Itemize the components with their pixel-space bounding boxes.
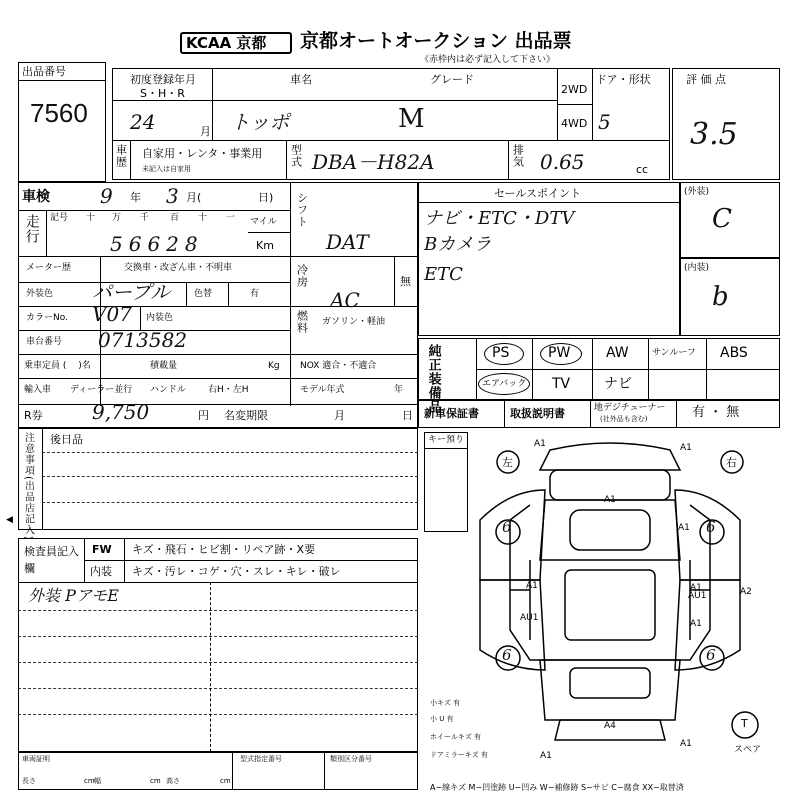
warranty-cert: 新車保証書 bbox=[424, 407, 479, 420]
mark-11: A1 bbox=[540, 751, 552, 761]
mark-0: A1 bbox=[534, 439, 546, 449]
shaken-month: 3 bbox=[166, 184, 179, 208]
tire-fr: 6 bbox=[706, 518, 716, 536]
kcaa-logo: KCAA 京都 bbox=[180, 32, 292, 54]
shaken-year: 9 bbox=[100, 184, 113, 208]
mileage-col-0: 記号 bbox=[50, 213, 69, 223]
shaken-year-unit: 年 bbox=[130, 191, 141, 204]
key-box bbox=[424, 432, 468, 532]
key-label: キー預り bbox=[428, 435, 465, 445]
bottom-height-unit: cm bbox=[220, 777, 231, 785]
equip-sunroof: サンルーフ bbox=[652, 348, 696, 358]
spare-mark: T bbox=[741, 717, 748, 730]
inspector-label: 検査員記入欄 bbox=[24, 545, 79, 575]
mileage-value: 56628 bbox=[110, 232, 204, 256]
mileage-col-1: 十 bbox=[86, 213, 96, 223]
ext-grade-label: (外装) bbox=[684, 187, 710, 197]
label-4wd: 4WD bbox=[561, 117, 588, 130]
mark-8: A1 bbox=[690, 619, 702, 629]
import-label: 輸入車 bbox=[24, 385, 52, 395]
score-label: 評 価 点 bbox=[686, 73, 726, 86]
fuel-options: ガソリン・軽油 bbox=[322, 317, 386, 327]
spare-label: スペア bbox=[734, 745, 762, 755]
warranty-tuner-note: (社外品も含む) bbox=[600, 415, 648, 423]
equip-navi: ナビ bbox=[604, 376, 632, 392]
label-2wd: 2WD bbox=[561, 83, 588, 96]
history-note: 未記入は自家用 bbox=[142, 165, 191, 173]
mark-2: A1 bbox=[604, 495, 616, 505]
warranty-options: 有 ・ 無 bbox=[692, 405, 740, 420]
door-value: 5 bbox=[598, 110, 611, 134]
name-change-day: 日 bbox=[402, 409, 413, 422]
reg-sub: S・H・R bbox=[140, 87, 185, 100]
chassis-label: 車台番号 bbox=[26, 337, 63, 347]
sales-box bbox=[418, 182, 680, 336]
mileage-col-6: 一 bbox=[226, 213, 236, 223]
capacity-label: 乗車定員 ( )名 bbox=[24, 361, 91, 371]
displacement-unit: cc bbox=[636, 163, 649, 176]
shaken-month-unit: 月( bbox=[186, 191, 202, 204]
color-no-label: カラーNo. bbox=[26, 313, 68, 323]
mark-4: A1 bbox=[526, 581, 538, 591]
model-year-label: モデル年式 bbox=[300, 385, 345, 395]
name-change-month: 月 bbox=[334, 409, 345, 422]
equip-tv: TV bbox=[552, 376, 571, 392]
warranty-tuner: 地デジチューナー bbox=[594, 403, 666, 413]
color-change-value: 有 bbox=[250, 289, 260, 299]
shaken-label: 車検 bbox=[22, 189, 50, 205]
form-title: 京都オートオークション 出品票 bbox=[300, 30, 572, 52]
grade-label: グレード bbox=[430, 73, 474, 86]
inspector-int: 内装 bbox=[90, 565, 112, 578]
bottom-len-unit: cm bbox=[84, 777, 95, 785]
color-no-value: V07 bbox=[92, 302, 132, 326]
bottom-width: 幅 bbox=[94, 777, 101, 785]
mark-6: AU1 bbox=[520, 613, 539, 623]
legend-small-3: ドアミラーキズ 有 bbox=[430, 751, 488, 759]
int-grade-value: b bbox=[712, 282, 729, 312]
equipment-label: 純正装備品 bbox=[425, 344, 441, 414]
mileage-unit-mile: マイル bbox=[250, 217, 277, 227]
inspector-int-items: キズ・汚レ・コゲ・穴・スレ・キレ・破レ bbox=[132, 565, 341, 578]
lot-number: 7560 bbox=[30, 98, 88, 128]
aircon-label: 冷房 bbox=[295, 264, 309, 288]
mark-5: A1 bbox=[690, 583, 702, 593]
notes-label: 注意事項(出品店記入) bbox=[22, 432, 34, 541]
ext-color-value: パープル bbox=[92, 280, 171, 304]
bottom-type-no: 型式指定番号 bbox=[240, 755, 282, 763]
car-name: トッポ bbox=[230, 110, 290, 134]
mileage-col-2: 万 bbox=[112, 213, 122, 223]
mark-12: A1 bbox=[680, 739, 692, 749]
shift-label: シフト bbox=[295, 192, 309, 228]
recycle-label: R券 bbox=[24, 409, 43, 422]
bottom-reg: 車両証明 bbox=[22, 755, 50, 763]
header-note: 《赤枠内は必ず記入して下さい》 bbox=[420, 55, 556, 65]
inspector-fw-items: キズ・飛石・ヒビ割・リペア跡・X要 bbox=[132, 543, 316, 556]
recycle-unit: 円 bbox=[198, 409, 209, 422]
mark-10: A4 bbox=[604, 721, 616, 731]
shift-value: DAT bbox=[326, 230, 369, 254]
score-value: 3.5 bbox=[690, 117, 738, 152]
model-value: DBA－H82A bbox=[312, 150, 435, 174]
ext-grade-value: C bbox=[712, 204, 732, 234]
mileage-unit-km: Km bbox=[256, 239, 274, 252]
int-grade-label: (内装) bbox=[684, 263, 710, 273]
interior-color-label: 内装色 bbox=[146, 313, 174, 323]
legend-small-0: 小キズ 有 bbox=[430, 699, 461, 707]
sales-line-1: Bカメラ bbox=[424, 234, 492, 255]
damage-legend: A−線キズ M−凹塗跡 U−凹み W−補修跡 S−サビ C−腐食 XX−取替済 bbox=[430, 783, 684, 792]
meter-label: メーター歴 bbox=[26, 263, 72, 273]
bottom-height: 高さ bbox=[166, 777, 180, 785]
door-label: ドア・形状 bbox=[596, 73, 651, 86]
equip-aw: AW bbox=[606, 345, 629, 361]
equip-abs: ABS bbox=[720, 345, 748, 361]
import-dealer: ディーラー並行 bbox=[70, 385, 133, 395]
reg-month-unit: 月 bbox=[200, 125, 211, 138]
load-unit: Kg bbox=[268, 361, 280, 371]
aircon-none: 無 bbox=[400, 275, 411, 288]
bottom-class-no: 類別区分番号 bbox=[330, 755, 372, 763]
fuel-label: 燃料 bbox=[295, 310, 309, 334]
model-year-unit: 年 bbox=[394, 385, 404, 395]
import-handle: ハンドル bbox=[150, 385, 187, 395]
recycle-value: 9,750 bbox=[92, 400, 150, 424]
diagram-left: 左 bbox=[502, 456, 513, 469]
equip-pw-circle bbox=[540, 343, 582, 365]
sales-line-2: ETC bbox=[424, 264, 463, 285]
mileage-label: 走行 bbox=[23, 214, 40, 244]
import-pos: 右H・左H bbox=[208, 385, 249, 395]
reg-year: 24 bbox=[130, 110, 156, 134]
mileage-col-5: 十 bbox=[198, 213, 208, 223]
legend-small-2: ホイールキズ 有 bbox=[430, 733, 481, 741]
equip-ps: PS bbox=[492, 345, 510, 361]
ext-color-label: 外装色 bbox=[26, 289, 54, 299]
grade-value: M bbox=[398, 104, 425, 134]
mark-9: A2 bbox=[740, 587, 752, 597]
lot-divider bbox=[18, 80, 106, 81]
notes-arrow: ◀ bbox=[6, 515, 13, 525]
history-label: 車歴 bbox=[114, 144, 128, 168]
lot-label: 出品番号 bbox=[22, 65, 66, 78]
tire-rr: 6 bbox=[706, 646, 716, 664]
color-change-label: 色替 bbox=[194, 289, 213, 299]
sales-line-0: ナビ・ETC・DTV bbox=[424, 208, 575, 229]
mark-3: A1 bbox=[678, 523, 690, 533]
bottom-width-unit: cm bbox=[150, 777, 161, 785]
history-options: 自家用・レンタ・事業用 bbox=[142, 147, 263, 160]
mark-1: A1 bbox=[680, 443, 692, 453]
meter-options: 交換車・改ざん車・不明車 bbox=[124, 263, 233, 273]
legend-small-1: 小 U 有 bbox=[430, 715, 454, 723]
car-name-label: 車名 bbox=[290, 73, 312, 86]
warranty-manual: 取扱説明書 bbox=[510, 407, 565, 420]
mileage-col-3: 千 bbox=[140, 213, 150, 223]
diagram-right: 右 bbox=[726, 456, 737, 469]
tire-fl: 6 bbox=[502, 518, 512, 536]
reg-label: 初度登録年月 bbox=[130, 73, 196, 86]
inspector-remark: 外装 PアモE bbox=[28, 586, 119, 605]
mileage-col-4: 百 bbox=[170, 213, 180, 223]
displacement-value: 0.65 bbox=[540, 150, 585, 174]
aircon-value: AC bbox=[330, 288, 360, 312]
equip-pw: PW bbox=[548, 345, 571, 361]
load-label: 積載量 bbox=[150, 361, 178, 371]
sales-label: セールスポイント bbox=[494, 187, 582, 200]
nox-label: NOX 適合・不適合 bbox=[300, 361, 377, 371]
name-change-label: 名変期限 bbox=[224, 409, 268, 422]
tire-rl: 6 bbox=[502, 646, 512, 664]
equip-ps-circle bbox=[484, 343, 524, 365]
bottom-len: 長さ bbox=[22, 777, 36, 785]
notes-sub: 後日品 bbox=[50, 433, 83, 446]
equip-airbag-circle bbox=[478, 373, 530, 395]
mark-7: AU1 bbox=[688, 591, 707, 601]
chassis-value: 0713582 bbox=[98, 328, 188, 352]
shaken-day-unit: 日) bbox=[258, 191, 274, 204]
inspector-fw: FW bbox=[92, 543, 112, 556]
equip-airbag: エアバック bbox=[482, 379, 527, 389]
displacement-label: 排気 bbox=[511, 144, 525, 168]
model-label: 型式 bbox=[289, 144, 303, 168]
